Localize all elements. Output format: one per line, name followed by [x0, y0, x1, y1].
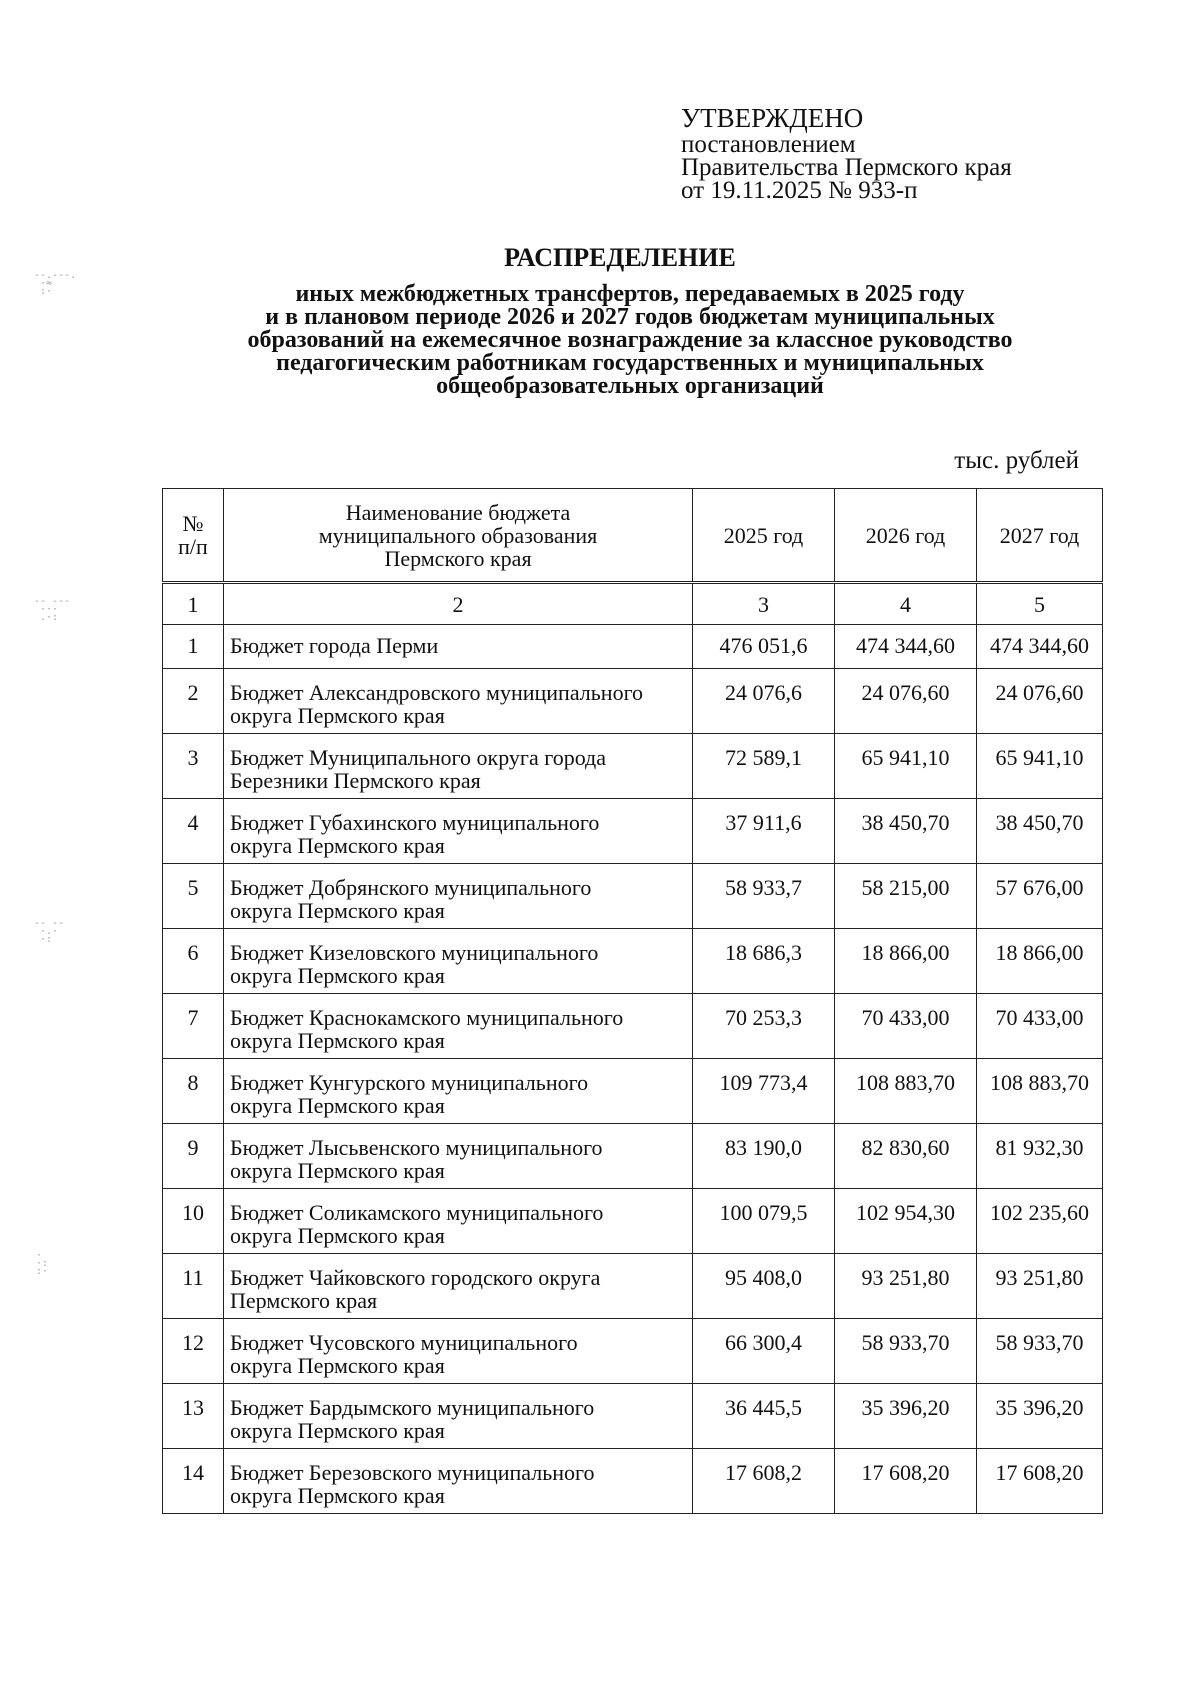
- row-number: 8: [163, 1059, 224, 1124]
- header-number-sign: №: [182, 511, 204, 536]
- row-value-2027: 65 941,10: [977, 734, 1103, 799]
- row-value-2026: 70 433,00: [835, 994, 977, 1059]
- budget-name-line: Бюджет Александровского муниципального: [230, 680, 644, 705]
- row-number: 6: [163, 929, 224, 994]
- row-value-2027: 24 076,60: [977, 669, 1103, 734]
- row-budget-name: [224, 1449, 693, 1514]
- approval-stamp: [681, 103, 1012, 202]
- row-budget-name: [224, 1319, 693, 1384]
- budget-name-line: Бюджет Добрянского муниципального: [230, 875, 592, 900]
- header-name-line: муниципального образования: [318, 522, 598, 548]
- table-row: [163, 799, 1103, 864]
- row-budget-name: [224, 799, 693, 864]
- budget-name-line: Бюджет Кизеловского муниципального: [230, 940, 599, 965]
- table-row: [163, 1319, 1103, 1384]
- approval-line: постановлением: [681, 131, 856, 158]
- column-number: 2: [224, 583, 693, 625]
- row-value-2026: 108 883,70: [835, 1059, 977, 1124]
- row-number: 10: [163, 1189, 224, 1254]
- budget-name-line: Бюджет Кунгурского муниципального: [230, 1070, 589, 1095]
- table-row: [163, 669, 1103, 734]
- column-number: 1: [163, 583, 224, 625]
- row-number: 4: [163, 799, 224, 864]
- row-value-2025: 66 300,4: [693, 1319, 835, 1384]
- row-value-2026: 82 830,60: [835, 1124, 977, 1189]
- row-number: 9: [163, 1124, 224, 1189]
- row-value-2026: 18 866,00: [835, 929, 977, 994]
- row-value-2027: 58 933,70: [977, 1319, 1103, 1384]
- budget-name-line: Бюджет Губахинского муниципального: [230, 810, 600, 835]
- subtitle-line: иных межбюджетных трансфертов, передаваемых в 2025 году: [295, 281, 965, 307]
- row-value-2025: 72 589,1: [693, 734, 835, 799]
- row-budget-name: [224, 864, 693, 929]
- subtitle-line: общеобразовательных организаций: [436, 373, 824, 399]
- row-budget-name: [224, 1124, 693, 1189]
- table-header-row: [163, 489, 1103, 583]
- budget-name-line: округа Пермского края: [230, 1028, 445, 1053]
- table-row: [163, 1124, 1103, 1189]
- row-value-2025: 109 773,4: [693, 1059, 835, 1124]
- table-row: [163, 994, 1103, 1059]
- table-row: [163, 1189, 1103, 1254]
- table-row: [163, 734, 1103, 799]
- distribution-table: [162, 488, 1103, 1514]
- row-number: 2: [163, 669, 224, 734]
- row-budget-name: [224, 734, 693, 799]
- row-value-2026: 24 076,60: [835, 669, 977, 734]
- table-row: [163, 625, 1103, 669]
- approval-date-number: от 19.11.2025 № 933-п: [681, 177, 918, 204]
- budget-name-line: округа Пермского края: [230, 1158, 445, 1183]
- row-number: 12: [163, 1319, 224, 1384]
- scan-artifact: -- -- ·.· ·:: [34, 918, 65, 945]
- header-year-2025: 2025 год: [693, 489, 835, 583]
- budget-name-line: Бюджет Чайковского городского округа: [230, 1265, 601, 1290]
- row-number: 3: [163, 734, 224, 799]
- row-budget-name: [224, 1189, 693, 1254]
- row-budget-name: [224, 994, 693, 1059]
- units-label: тыс. рублей: [954, 447, 1079, 474]
- table-row: [163, 1059, 1103, 1124]
- row-budget-name: [224, 625, 693, 669]
- table-row: [163, 1254, 1103, 1319]
- row-number: 11: [163, 1254, 224, 1319]
- column-number: 5: [977, 583, 1103, 625]
- row-value-2026: 35 396,20: [835, 1384, 977, 1449]
- row-value-2025: 476 051,6: [693, 625, 835, 669]
- row-value-2027: 57 676,00: [977, 864, 1103, 929]
- column-number: 3: [693, 583, 835, 625]
- row-value-2026: 17 608,20: [835, 1449, 977, 1514]
- budget-name-line: Бюджет Муниципального округа города: [230, 745, 607, 770]
- budget-name-line: округа Пермского края: [230, 703, 445, 728]
- row-value-2025: 17 608,2: [693, 1449, 835, 1514]
- row-value-2026: 65 941,10: [835, 734, 977, 799]
- row-budget-name: [224, 1384, 693, 1449]
- budget-name-line: Бюджет Краснокамского муниципального: [230, 1005, 624, 1030]
- header-name-line: Пермского края: [384, 545, 532, 571]
- row-value-2027: 81 932,30: [977, 1124, 1103, 1189]
- row-budget-name: [224, 929, 693, 994]
- row-value-2027: 38 450,70: [977, 799, 1103, 864]
- column-number-row: [163, 583, 1103, 625]
- row-value-2026: 93 251,80: [835, 1254, 977, 1319]
- document-title: РАСПРЕДЕЛЕНИЕ: [504, 243, 736, 272]
- row-number: 13: [163, 1384, 224, 1449]
- row-number: 14: [163, 1449, 224, 1514]
- document-subtitle: [130, 283, 1130, 398]
- row-value-2025: 100 079,5: [693, 1189, 835, 1254]
- budget-name-line: Бюджет Соликамского муниципального: [230, 1200, 604, 1225]
- row-value-2027: 474 344,60: [977, 625, 1103, 669]
- budget-name-line: округа Пермского края: [230, 1418, 445, 1443]
- table-row: [163, 864, 1103, 929]
- header-number-abbr: п/п: [178, 534, 208, 559]
- row-value-2027: 93 251,80: [977, 1254, 1103, 1319]
- row-value-2025: 36 445,5: [693, 1384, 835, 1449]
- row-number: 7: [163, 994, 224, 1059]
- scan-artifact: · ·: :·: [36, 1250, 49, 1277]
- budget-name-line: Пермского края: [230, 1288, 378, 1313]
- budget-name-line: Бюджет города Перми: [230, 633, 439, 658]
- table-row: [163, 929, 1103, 994]
- budget-name-line: Бюджет Лысьвенского муниципального: [230, 1135, 603, 1160]
- row-value-2025: 18 686,3: [693, 929, 835, 994]
- row-value-2025: 37 911,6: [693, 799, 835, 864]
- budget-name-line: Бюджет Бардымского муниципального: [230, 1395, 595, 1420]
- row-value-2026: 58 933,70: [835, 1319, 977, 1384]
- scan-artifact: --.---. ·≈ :·: [34, 270, 77, 297]
- header-year-2027: 2027 год: [977, 489, 1103, 583]
- row-value-2027: 102 235,60: [977, 1189, 1103, 1254]
- table-row: [163, 1384, 1103, 1449]
- table-row: [163, 1449, 1103, 1514]
- budget-name-line: округа Пермского края: [230, 1483, 445, 1508]
- row-value-2025: 58 933,7: [693, 864, 835, 929]
- budget-name-line: округа Пермского края: [230, 963, 445, 988]
- row-value-2027: 18 866,00: [977, 929, 1103, 994]
- row-value-2027: 70 433,00: [977, 994, 1103, 1059]
- budget-name-line: округа Пермского края: [230, 833, 445, 858]
- header-name-line: Наименование бюджета: [345, 499, 571, 525]
- row-value-2025: 95 408,0: [693, 1254, 835, 1319]
- header-number: [163, 489, 224, 583]
- row-value-2025: 70 253,3: [693, 994, 835, 1059]
- scan-artifact: -- --- ·⋅· .·:: [34, 596, 71, 623]
- row-number: 5: [163, 864, 224, 929]
- budget-name-line: округа Пермского края: [230, 898, 445, 923]
- subtitle-line: образований на ежемесячное вознаграждение за классное руководство: [247, 327, 1013, 353]
- row-value-2026: 474 344,60: [835, 625, 977, 669]
- row-value-2026: 102 954,30: [835, 1189, 977, 1254]
- row-budget-name: [224, 1254, 693, 1319]
- row-value-2026: 38 450,70: [835, 799, 977, 864]
- budget-name-line: округа Пермского края: [230, 1093, 445, 1118]
- budget-name-line: Бюджет Березовского муниципального: [230, 1460, 595, 1485]
- budget-name-line: округа Пермского края: [230, 1353, 445, 1378]
- row-budget-name: [224, 1059, 693, 1124]
- row-number: 1: [163, 625, 224, 669]
- row-value-2026: 58 215,00: [835, 864, 977, 929]
- row-value-2025: 83 190,0: [693, 1124, 835, 1189]
- row-value-2027: 108 883,70: [977, 1059, 1103, 1124]
- budget-name-line: Березники Пермского края: [230, 768, 481, 793]
- header-budget-name: [224, 489, 693, 583]
- subtitle-line: педагогическим работникам государственных и муниципальных: [276, 350, 984, 376]
- row-value-2025: 24 076,6: [693, 669, 835, 734]
- subtitle-line: и в плановом периоде 2026 и 2027 годов бюджетам муниципальных: [265, 304, 995, 330]
- approval-line: Правительства Пермского края: [681, 154, 1012, 181]
- row-value-2027: 35 396,20: [977, 1384, 1103, 1449]
- column-number: 4: [835, 583, 977, 625]
- approval-heading: УТВЕРЖДЕНО: [681, 103, 864, 133]
- row-value-2027: 17 608,20: [977, 1449, 1103, 1514]
- budget-name-line: Бюджет Чусовского муниципального: [230, 1330, 578, 1355]
- header-year-2026: 2026 год: [835, 489, 977, 583]
- budget-name-line: округа Пермского края: [230, 1223, 445, 1248]
- row-budget-name: [224, 669, 693, 734]
